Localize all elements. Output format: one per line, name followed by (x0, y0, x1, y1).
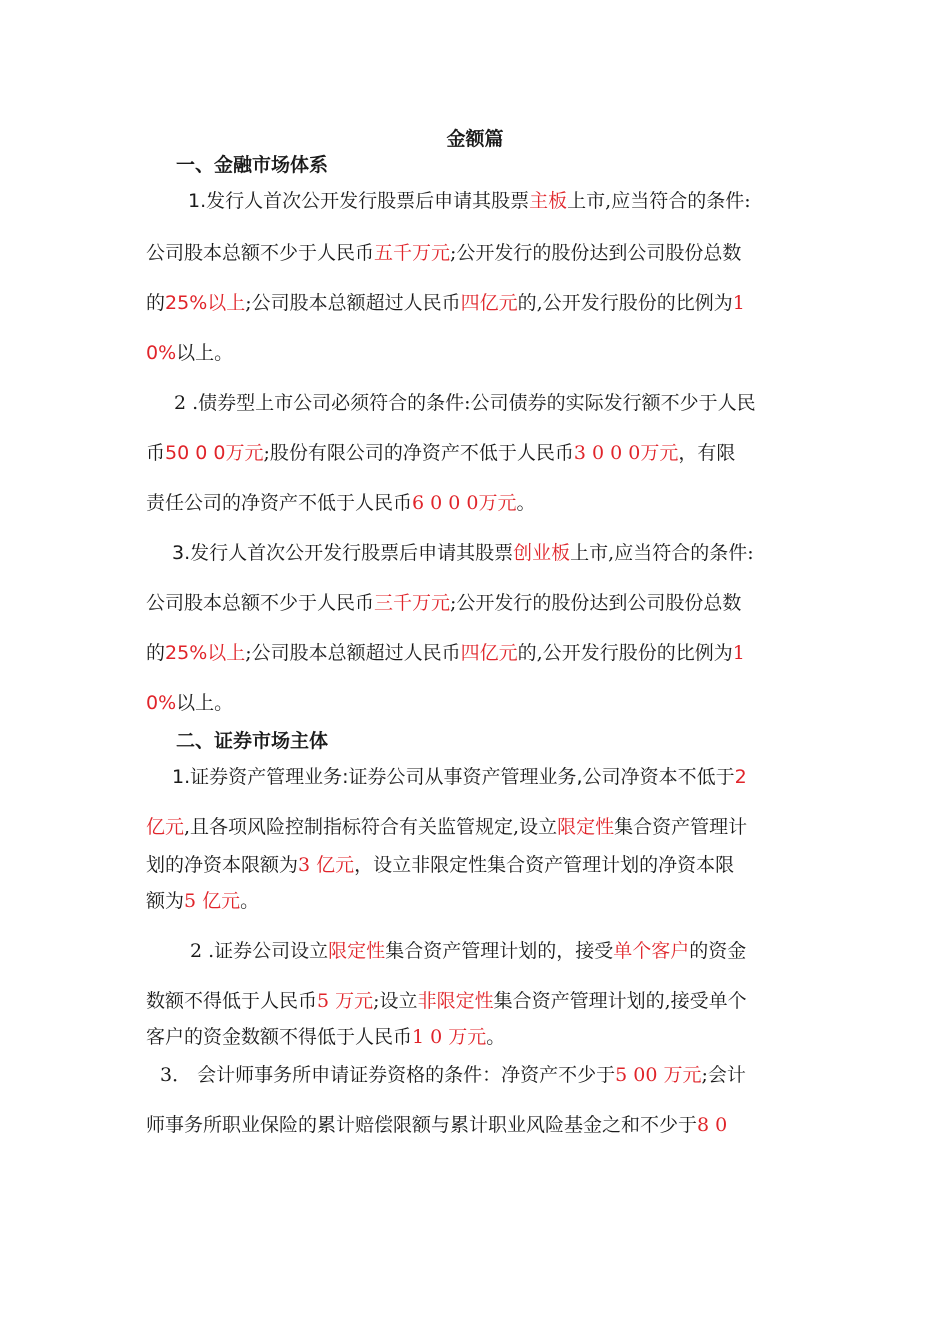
text-line (190, 936, 746, 963)
highlight-text: 四亿元 (460, 642, 518, 664)
text-line (146, 288, 745, 315)
highlight-text: 3 亿元 (298, 854, 355, 876)
text-run: 上市,应当符合的条件: (570, 542, 754, 564)
text-run: 2 .债券型上市公司必须符合的条件:公司债券的实际发行额不少于人民 (174, 392, 756, 414)
text-line (188, 186, 751, 213)
highlight-text: 2 (734, 766, 747, 788)
text-run: 1.证券资产管理业务:证券公司从事资产管理业务,公司净资本不低于 (172, 766, 735, 788)
text-line (146, 886, 259, 913)
page-title: 金额篇 (446, 128, 504, 150)
text-run: ;公开发行的股份达到公司股份总数 (450, 592, 742, 614)
text-line (146, 438, 735, 465)
highlight-text: 三千万元 (374, 592, 451, 614)
text-run: 的,公开发行股份的比例为 (517, 292, 733, 314)
text-run: 币 (146, 442, 166, 464)
text-run: 额为 (146, 890, 185, 912)
text-line (146, 1022, 505, 1049)
highlight-text: 25%以上 (165, 292, 246, 314)
highlight-text: 3 0 0 0万元 (573, 442, 679, 464)
text-run: 的 (146, 642, 166, 664)
highlight-text: 1 (732, 642, 745, 664)
text-line (146, 688, 233, 715)
highlight-text: 限定性 (328, 940, 386, 962)
highlight-text: 限定性 (557, 816, 615, 838)
text-run: 2 .证券公司设立 (190, 940, 329, 962)
highlight-text: 1 0 万元 (412, 1026, 487, 1048)
highlight-text: 主板 (529, 190, 568, 212)
text-run: 数额不得低于人民币 (146, 990, 318, 1012)
highlight-text: 5 亿元 (184, 890, 241, 912)
text-run: 的 (146, 292, 166, 314)
text-run: ,且各项风险控制指标符合有关监管规定,设立 (184, 816, 558, 838)
highlight-text: 5 万元 (317, 990, 374, 1012)
text-run: ;公司股本总额超过人民币 (245, 292, 461, 314)
text-run: 集合资产管理计划的,接受单个 (493, 990, 747, 1012)
text-run: 的,公开发行股份的比例为 (517, 642, 733, 664)
highlight-text: 四亿元 (460, 292, 518, 314)
highlight-text: 0% (146, 342, 177, 364)
text-run: 公司股本总额不少于人民币 (146, 242, 375, 264)
text-line (172, 762, 747, 789)
text-run: 客户的资金数额不得低于人民币 (146, 1026, 413, 1048)
highlight-text: 1 (732, 292, 745, 314)
text-run: 公司股本总额不少于人民币 (146, 592, 375, 614)
text-line (146, 238, 741, 265)
text-run: 师事务所职业保险的累计赔偿限额与累计职业风险基金之和不少于 (146, 1114, 698, 1136)
highlight-text: 亿元 (146, 816, 185, 838)
text-run: 责任公司的净资产不低于人民币 (146, 492, 413, 514)
text-run: ;公司股本总额超过人民币 (245, 642, 461, 664)
text-run: 的资金 (689, 940, 747, 962)
text-run: 。 (486, 1026, 506, 1048)
text-run: 1.发行人首次公开发行股票后申请其股票 (188, 190, 530, 212)
text-run: ，设立非限定性集合资产管理计划的净资本限 (354, 854, 735, 876)
highlight-text: 5 00 万元 (615, 1064, 702, 1086)
highlight-text: 25%以上 (165, 642, 246, 664)
text-run: ;股份有限公司的净资产不低于人民币 (263, 442, 574, 464)
text-run: ;设立 (373, 990, 418, 1012)
text-run: ;公开发行的股份达到公司股份总数 (450, 242, 742, 264)
text-run: 。 (516, 492, 536, 514)
text-run: 3． 会计师事务所申请证券资格的条件：净资产不少于 (160, 1064, 616, 1086)
text-run: 划的净资本限额为 (146, 854, 299, 876)
text-line (174, 388, 756, 415)
text-run: 以上。 (176, 692, 234, 714)
text-line (146, 850, 734, 877)
section-heading: 二、证券市场主体 (176, 730, 329, 752)
highlight-text: 五千万元 (374, 242, 451, 264)
text-run: 3.发行人首次公开发行股票后申请其股票 (172, 542, 514, 564)
text-line (146, 1110, 727, 1137)
text-run: ，有限 (678, 442, 736, 464)
text-line (146, 488, 536, 515)
text-line (146, 986, 747, 1013)
text-run: 以上。 (176, 342, 234, 364)
highlight-text: 非限定性 (417, 990, 494, 1012)
text-run: ;会计 (701, 1064, 746, 1086)
text-line (160, 1060, 746, 1087)
highlight-text: 8 0 (697, 1114, 728, 1136)
highlight-text: 单个客户 (613, 940, 690, 962)
section-heading: 一、金融市场体系 (176, 154, 329, 176)
text-run: 上市,应当符合的条件: (567, 190, 751, 212)
text-run: 。 (240, 890, 260, 912)
text-line (146, 338, 233, 365)
text-line (146, 638, 745, 665)
highlight-text: 50 0 0万元 (165, 442, 264, 464)
highlight-text: 创业板 (513, 542, 571, 564)
highlight-text: 6 0 0 0万元 (412, 492, 517, 514)
text-line (146, 588, 741, 615)
highlight-text: 0% (146, 692, 177, 714)
text-line (146, 812, 747, 839)
text-run: 集合资产管理计 (614, 816, 748, 838)
text-run: 集合资产管理计划的，接受 (385, 940, 614, 962)
text-line (172, 538, 754, 565)
